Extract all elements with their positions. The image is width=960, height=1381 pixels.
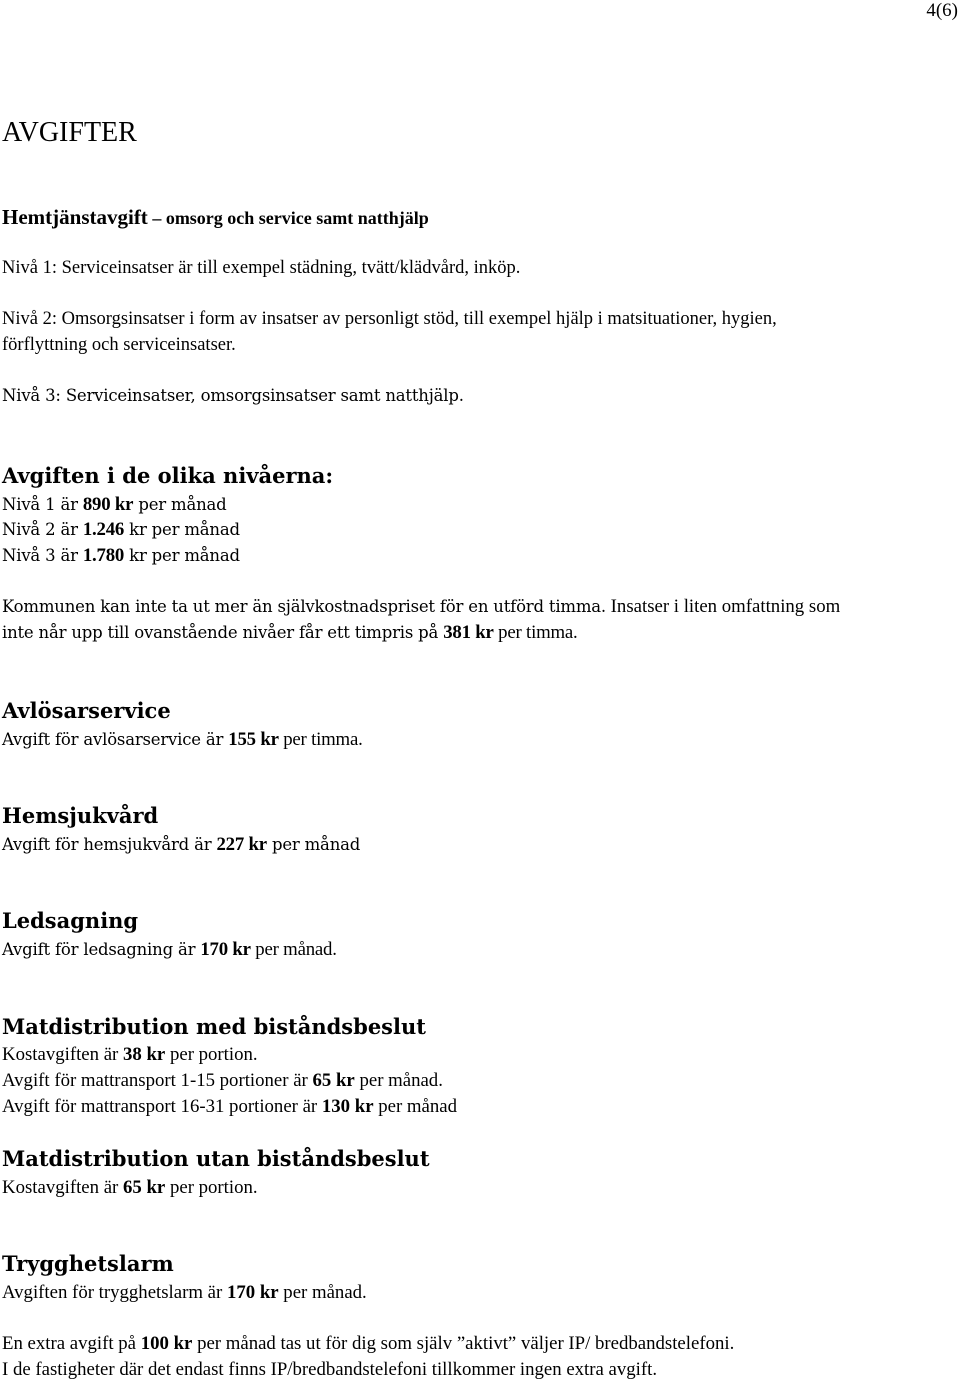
row-label: Avgiften för trygghetslarm är (2, 1282, 227, 1303)
row-label: Avgift för hemsjukvård är (2, 835, 217, 854)
note-line2 (2, 622, 578, 644)
note-text: Kommunen kan inte ta ut mer än självkostnadspriset för en utförd timma. (2, 597, 606, 616)
row-suffix: kr per månad (124, 520, 240, 539)
mat-med-row (2, 1096, 457, 1118)
section-heading-mat-utan: Matdistribution utan biståndsbeslut (2, 1146, 430, 1171)
hemsjukvard-text (2, 834, 360, 856)
ledsagning-text (2, 939, 337, 961)
mat-med-row (2, 1044, 258, 1066)
section-heading-hemtjanst (2, 205, 429, 230)
page-number: 4(6) (926, 0, 958, 21)
row-label: Nivå 2 är (2, 520, 83, 539)
row-label: Avgift för mattransport 1-15 portioner är (2, 1070, 313, 1091)
trygghetslarm-text (2, 1282, 367, 1304)
heading-sub: – omsorg och service samt natthjälp (147, 208, 429, 228)
niva-row (2, 494, 227, 516)
row-unit: kr (141, 1044, 166, 1065)
row-unit: kr (168, 1333, 193, 1354)
note-unit: kr (470, 622, 494, 643)
row-unit: kr (244, 834, 267, 855)
niva1-text: Nivå 1: Serviceinsatser är till exempel städning, tvätt/klädvård, inköp. (2, 258, 521, 278)
heading-main: Hemtjänstavgift (2, 205, 148, 229)
row-label: Nivå 1 är (2, 495, 83, 514)
extra-line1 (2, 1333, 734, 1355)
row-label: Avgift för mattransport 16-31 portioner är (2, 1096, 322, 1117)
section-heading-mat-med: Matdistribution med biståndsbeslut (2, 1014, 426, 1039)
row-amount: 155 (228, 729, 256, 750)
row-suffix: per månad. (278, 1282, 367, 1303)
row-suffix: per portion. (165, 1044, 258, 1065)
row-label: Kostavgiften är (2, 1177, 123, 1198)
niva3-text: Nivå 3: Serviceinsatser, omsorgsinsatser samt natthjälp. (2, 386, 464, 405)
row-unit: kr (255, 1282, 279, 1303)
niva-row (2, 545, 240, 567)
mat-utan-text (2, 1177, 258, 1199)
row-amount: 1.246 (82, 519, 125, 540)
note-text: Insatser i liten omfattning som (605, 596, 841, 617)
row-amount: 100 (140, 1333, 169, 1354)
row-amount: 65 (123, 1177, 142, 1198)
row-amount: 65 (312, 1070, 332, 1091)
note-text: inte når upp till ovanstående nivåer får ett timpris på (2, 623, 444, 642)
row-amount: 1.780 (82, 545, 125, 566)
row-label: Avgift för avlösarservice är (2, 730, 229, 749)
section-heading-nivaer: Avgiften i de olika nivåerna: (2, 463, 334, 488)
row-label: Nivå 3 är (2, 546, 83, 565)
niva-row (2, 519, 240, 541)
row-suffix: per månad (133, 495, 227, 514)
row-suffix: kr per månad (124, 546, 240, 565)
page-title: AVGIFTER (2, 117, 137, 148)
section-heading-avlosar: Avlösarservice (2, 698, 171, 723)
row-suffix: per månad. (354, 1070, 443, 1091)
note-line1 (2, 596, 840, 618)
row-amount: 890 (82, 494, 111, 515)
row-label: Avgift för ledsagning är (2, 940, 201, 959)
section-heading-ledsagning: Ledsagning (2, 908, 139, 933)
mat-med-row (2, 1070, 443, 1092)
row-suffix: per månad. (250, 939, 337, 960)
row-suffix: per portion. (165, 1177, 258, 1198)
row-unit: kr (350, 1096, 374, 1117)
row-amount: 170 (200, 939, 228, 960)
row-suffix: per månad (373, 1096, 457, 1117)
note-suffix: per timma. (493, 622, 578, 643)
row-label: Kostavgiften är (2, 1044, 123, 1065)
row-unit: kr (141, 1177, 166, 1198)
row-amount: 38 (123, 1044, 142, 1065)
row-suffix: per månad tas ut för dig som själv ”aktivt” väljer IP/ bredbandstelefoni. (192, 1333, 735, 1354)
row-amount: 170 (226, 1282, 256, 1303)
avlosar-text (2, 729, 363, 751)
section-heading-trygghetslarm: Trygghetslarm (2, 1251, 174, 1276)
note-amount: 381 (443, 622, 471, 643)
row-unit: kr (331, 1070, 355, 1091)
row-suffix: per månad (266, 835, 361, 854)
row-label: En extra avgift på (2, 1333, 141, 1354)
section-heading-hemsjukvard: Hemsjukvård (2, 803, 159, 828)
row-unit: kr (227, 939, 251, 960)
row-unit: kr (110, 494, 134, 515)
row-unit: kr (255, 729, 279, 750)
extra-line2: I de fastigheter där det endast finns IP/bredbandstelefoni tillkommer ingen extra avgift. (2, 1359, 658, 1380)
row-amount: 227 (216, 834, 245, 855)
niva2-text-line2: förflyttning och serviceinsatser. (2, 335, 236, 355)
row-suffix: per timma. (278, 729, 363, 750)
row-amount: 130 (321, 1096, 351, 1117)
niva2-text-line1: Nivå 2: Omsorgsinsatser i form av insatser av personligt stöd, till exempel hjälp i matsituationer, hygien, (2, 309, 777, 329)
